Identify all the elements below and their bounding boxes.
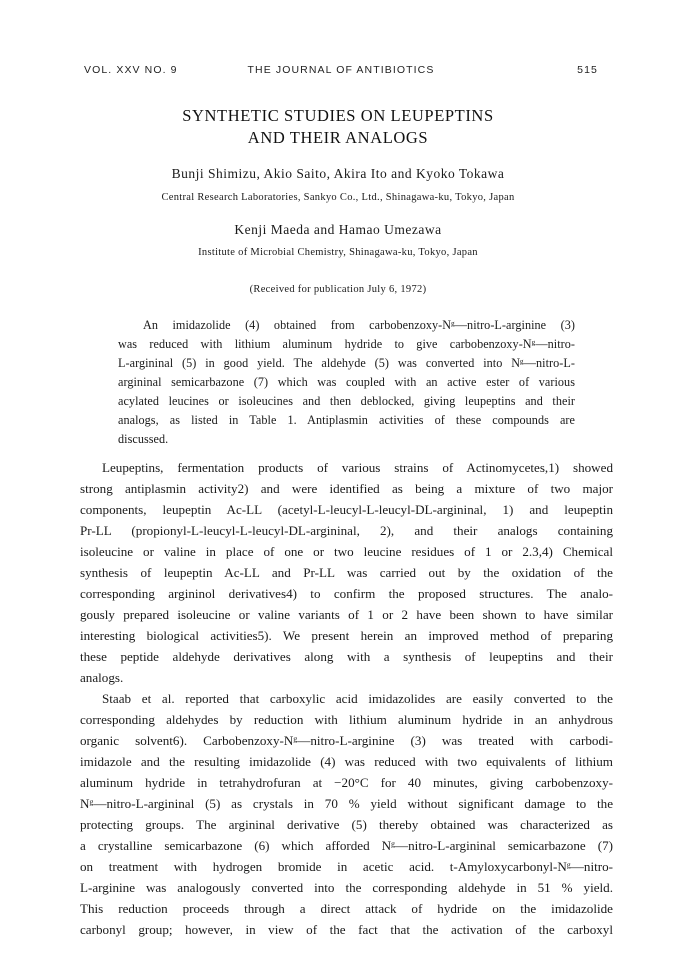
body-line: organic solvent6). Carbobenzoxy-Nᵍ—nitro-L-arginine (3) was treated with carbodi- xyxy=(80,733,613,748)
body-line: Nᵍ—nitro-L-argininal (5) as crystals in 70 % yield without significant damage to the xyxy=(80,796,613,811)
authors-group-1: Bunji Shimizu, Akio Saito, Akira Ito and Kyoko Tokawa xyxy=(171,166,505,181)
body-line: synthesis of leupeptin Ac-LL and Pr-LL was carried out by the oxidation of the xyxy=(80,565,613,580)
abstract-line: analogs, as listed in Table 1. Antiplasmin activities of these compounds are xyxy=(118,413,575,427)
title-line-2: AND THEIR ANALOGS xyxy=(247,128,429,147)
body-line: aluminum hydride in tetrahydrofuran at −20°C for 40 minutes, giving carbobenzoxy- xyxy=(80,775,613,790)
body-line: Staab et al. reported that carboxylic acid imidazolides are easily converted to the xyxy=(102,691,613,706)
body-line: these peptide aldehyde derivatives along with a synthesis of leupeptins and their xyxy=(80,649,613,664)
body-line: corresponding argininol derivatives4) to confirm the proposed structures. The analo- xyxy=(80,586,613,601)
page-number: 515 xyxy=(577,64,598,76)
abstract-line: was reduced with lithium aluminum hydride to give carbobenzoxy-Nᵍ—nitro- xyxy=(118,337,575,351)
body-line: protecting groups. The argininal derivative (5) thereby obtained was characterized as xyxy=(80,817,613,832)
affiliation-1: Central Research Laboratories, Sankyo Co., Ltd., Shinagawa-ku, Tokyo, Japan xyxy=(161,192,515,203)
body-line: gously prepared isoleucine or valine variants of 1 or 2 have been shown to have similar xyxy=(80,607,613,622)
body-line: strong antiplasmin activity2) and were identified as being a mixture of two major xyxy=(80,481,613,496)
affiliation-2: Institute of Microbial Chemistry, Shinagawa-ku, Tokyo, Japan xyxy=(198,247,478,258)
abstract-line: An imidazolide (4) obtained from carbobenzoxy-Nᵍ—nitro-L-arginine (3) xyxy=(143,318,575,332)
running-head-journal: THE JOURNAL OF ANTIBIOTICS xyxy=(247,64,435,76)
body-line: isoleucine or valine in place of one or two leucine residues of 1 or 2.3,4) Chemical xyxy=(80,544,613,559)
abstract-line: discussed. xyxy=(118,432,169,446)
authors-group-2: Kenji Maeda and Hamao Umezawa xyxy=(234,222,442,237)
abstract-line: acylated leucines or isoleucines and then deblocked, giving leupeptins and their xyxy=(118,394,575,408)
received-date: (Received for publication July 6, 1972) xyxy=(249,284,427,295)
body-line: L-arginine was analogously converted into the corresponding aldehyde in 51 % yield. xyxy=(80,880,613,895)
body-line: This reduction proceeds through a direct attack of hydride on the imidazolide xyxy=(80,901,613,916)
body-line: carbonyl group; however, in view of the fact that the activation of the carboxyl xyxy=(80,922,613,937)
abstract-line: L-argininal (5) in good yield. The aldehyde (5) was converted into Nᵍ—nitro-L- xyxy=(118,356,575,370)
body-line: a crystalline semicarbazone (6) which afforded Nᵍ—nitro-L-argininal semicarbazone (7) xyxy=(80,838,613,853)
body-line: on treatment with hydrogen bromide in acetic acid. t-Amyloxycarbonyl-Nᵍ—nitro- xyxy=(80,859,613,874)
title-line-1: SYNTHETIC STUDIES ON LEUPEPTINS xyxy=(182,106,494,125)
body-line: Pr-LL (propionyl-L-leucyl-L-leucyl-DL-argininal, 2), and their analogs containing xyxy=(80,523,613,538)
body-line: components, leupeptin Ac-LL (acetyl-L-leucyl-L-leucyl-DL-argininal, 1) and leupeptin xyxy=(80,502,613,517)
body-line: imidazole and the resulting imidazolide (4) was reduced with two equivalents of lithium xyxy=(80,754,613,769)
running-head-volume: VOL. XXV NO. 9 xyxy=(84,64,178,76)
abstract-line: argininal semicarbazone (7) which was coupled with an active ester of various xyxy=(118,375,575,389)
running-head xyxy=(84,64,598,78)
body-line: corresponding aldehydes by reduction with lithium aluminum hydride in an anhydrous xyxy=(80,712,613,727)
body-line: analogs. xyxy=(80,670,124,685)
body-line: Leupeptins, fermentation products of various strains of Actinomycetes,1) showed xyxy=(102,460,613,475)
body-line: interesting biological activities5). We present herein an improved method of preparing xyxy=(80,628,613,643)
